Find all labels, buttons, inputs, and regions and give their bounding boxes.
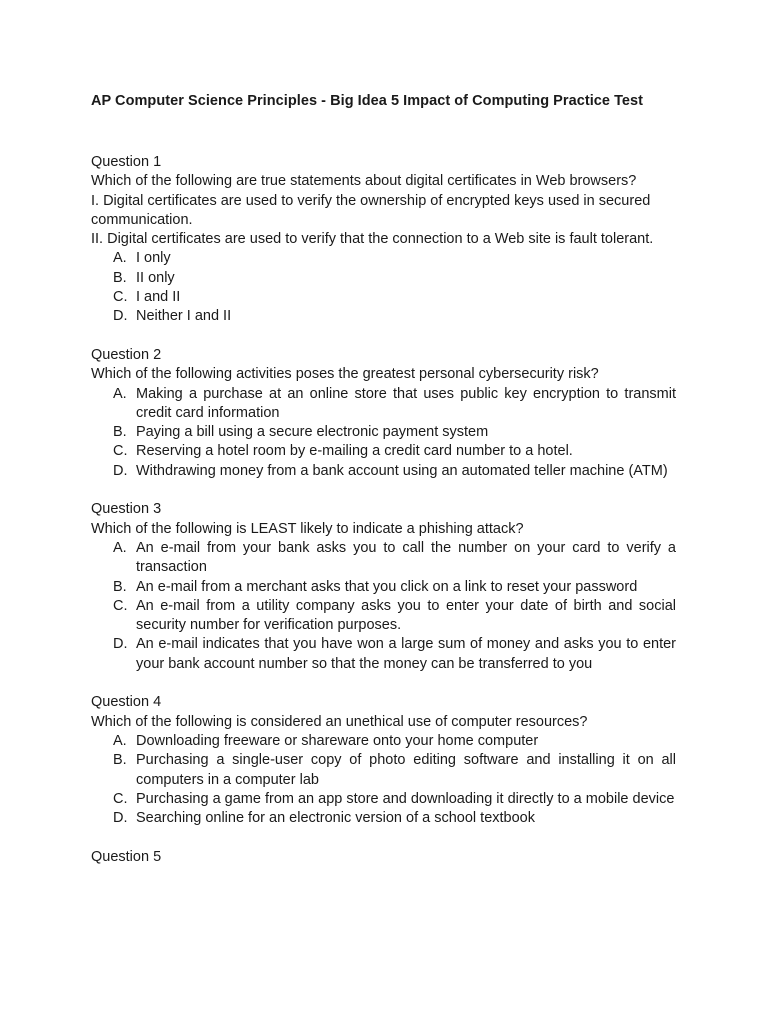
answer-option xyxy=(91,307,676,326)
question-heading: Question 4 xyxy=(91,694,162,711)
question-heading: Question 3 xyxy=(91,501,162,518)
question-stem-line: Which of the following is LEAST likely to indicate a phishing attack? xyxy=(91,520,524,537)
option-text: Withdrawing money from a bank account using an automated teller machine (ATM) xyxy=(136,462,668,479)
answer-options xyxy=(91,385,676,481)
question-stem-line: II. Digital certificates are used to verify that the connection to a Web site is fault tolerant. xyxy=(91,231,654,248)
option-letter: B. xyxy=(113,752,127,769)
option-letter: B. xyxy=(113,578,127,595)
question-list xyxy=(91,153,676,886)
option-text: An e-mail from your bank asks you to call the number on your card to verify a transaction xyxy=(136,539,676,576)
answer-option xyxy=(91,732,676,751)
answer-option xyxy=(91,790,676,809)
answer-option xyxy=(91,423,676,442)
page-title: AP Computer Science Principles - Big Idea 5 Impact of Computing Practice Test xyxy=(91,93,644,109)
answer-options xyxy=(91,249,676,326)
answer-options xyxy=(91,732,676,828)
option-letter: A. xyxy=(113,539,127,556)
question-block xyxy=(91,500,676,674)
question-heading: Question 1 xyxy=(91,154,162,170)
answer-option xyxy=(91,751,676,790)
option-letter: A. xyxy=(113,385,127,402)
answer-option xyxy=(91,385,676,424)
answer-option xyxy=(91,597,676,636)
option-letter: C. xyxy=(113,443,128,460)
option-letter: C. xyxy=(113,597,128,614)
option-text: An e-mail indicates that you have won a large sum of money and asks you to enter your bank account number so that the money can be transferred to you xyxy=(136,636,676,672)
answer-option xyxy=(91,462,676,481)
question-stem-line: Which of the following is considered an unethical use of computer resources? xyxy=(91,713,588,730)
option-letter: D. xyxy=(113,308,128,325)
question-stem-line: I. Digital certificates are used to verify the ownership of encrypted keys used in secured communication. xyxy=(91,192,651,228)
option-text: II only xyxy=(136,269,175,286)
question-stem-line: Which of the following activities poses the greatest personal cybersecurity risk? xyxy=(91,366,599,383)
answer-option xyxy=(91,539,676,578)
question-block xyxy=(91,693,676,828)
question-block xyxy=(91,153,676,327)
option-text: An e-mail from a utility company asks you to enter your date of birth and social security number for verification purposes. xyxy=(136,597,676,634)
answer-option xyxy=(91,249,676,268)
option-text: Downloading freeware or shareware onto your home computer xyxy=(136,732,539,749)
option-letter: D. xyxy=(113,810,128,827)
option-text: Paying a bill using a secure electronic payment system xyxy=(136,424,489,441)
answer-option xyxy=(91,809,676,828)
option-text: I only xyxy=(136,250,171,267)
option-letter: D. xyxy=(113,636,128,653)
answer-option xyxy=(91,635,676,674)
option-letter: A. xyxy=(113,250,127,267)
question-heading: Question 2 xyxy=(91,346,162,363)
option-text: Searching online for an electronic version of a school textbook xyxy=(136,810,535,827)
option-text: I and II xyxy=(136,289,181,306)
option-text: Neither I and II xyxy=(136,308,232,325)
option-text: Purchasing a game from an app store and downloading it directly to a mobile device xyxy=(136,790,675,807)
question-block xyxy=(91,848,676,867)
option-letter: C. xyxy=(113,289,128,306)
answer-option xyxy=(91,269,676,288)
answer-option xyxy=(91,442,676,461)
question-stem-line: Which of the following are true statements about digital certificates in Web browsers? xyxy=(91,173,637,190)
option-letter: B. xyxy=(113,424,127,441)
option-letter: C. xyxy=(113,790,128,807)
option-letter: A. xyxy=(113,732,127,749)
answer-option xyxy=(91,578,676,597)
option-text: Reserving a hotel room by e-mailing a credit card number to a hotel. xyxy=(136,443,573,460)
answer-option xyxy=(91,288,676,307)
option-text: Purchasing a single-user copy of photo editing software and installing it on all computers in a computer lab xyxy=(136,752,676,788)
answer-options xyxy=(91,539,676,674)
question-heading: Question 5 xyxy=(91,848,162,865)
option-text: An e-mail from a merchant asks that you click on a link to reset your password xyxy=(136,578,638,595)
option-letter: D. xyxy=(113,462,128,479)
option-text: Making a purchase at an online store that uses public key encryption to transmit credit card information xyxy=(136,385,676,421)
option-letter: B. xyxy=(113,269,127,286)
question-block xyxy=(91,346,676,481)
